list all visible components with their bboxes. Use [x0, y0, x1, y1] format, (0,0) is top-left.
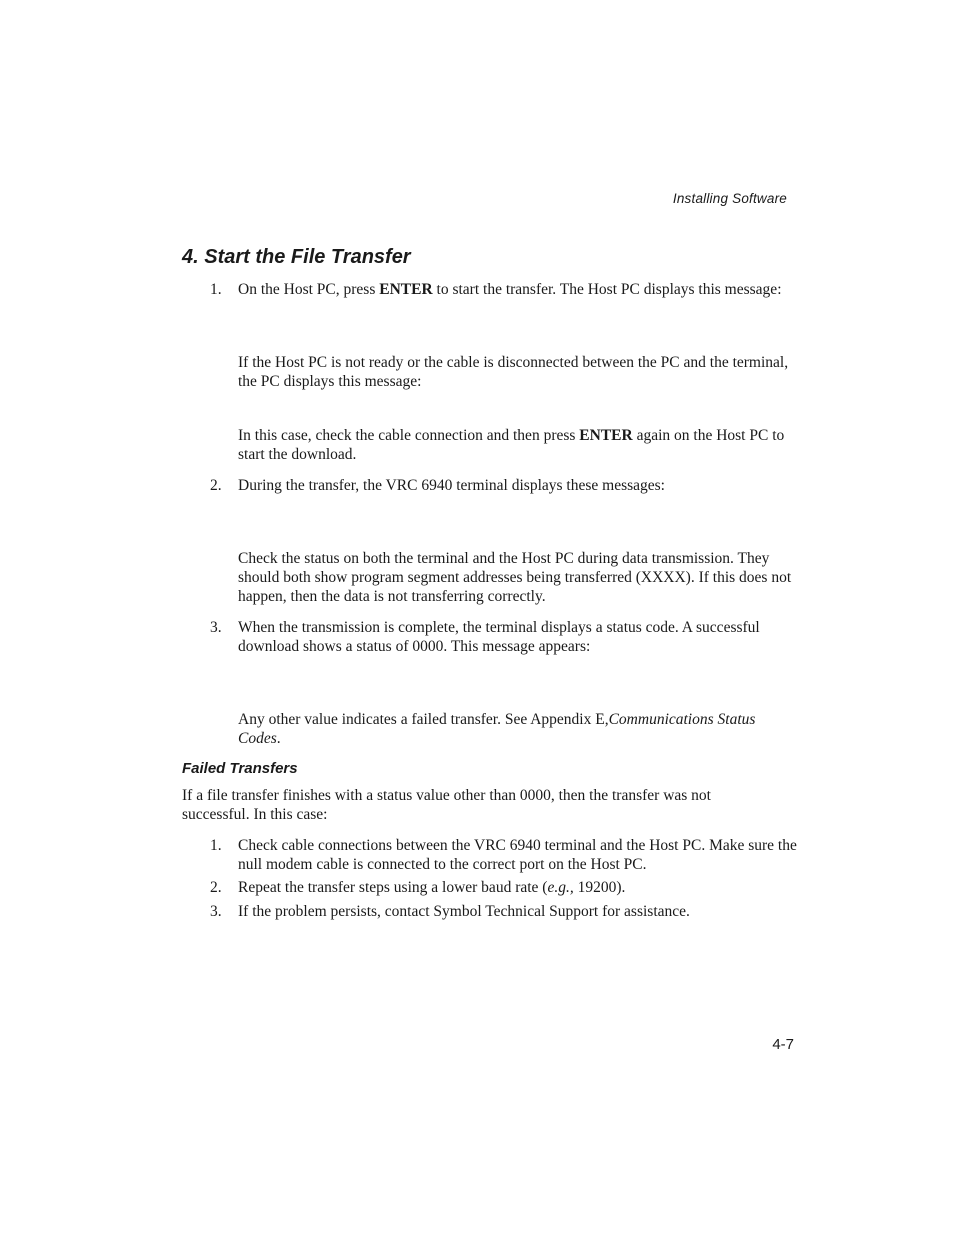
step-1-text-pre: On the Host PC, press	[238, 281, 380, 298]
enter-key-label: ENTER	[579, 427, 633, 444]
step-2-text: During the transfer, the VRC 6940 terminal displays these messages:	[238, 477, 665, 494]
list-number: 3.	[210, 903, 222, 920]
section-title: 4. Start the File Transfer	[182, 246, 411, 268]
step-number: 1.	[210, 281, 222, 298]
check-pre: In this case, check the cable connection and then press	[238, 427, 580, 444]
failed-transfers-heading: Failed Transfers	[182, 760, 298, 777]
failed-item-1: Check cable connections between the VRC 6940 terminal and the Host PC. Make sure the null modem cable is connected to the correct port on the Host PC.	[238, 837, 797, 873]
failed-item-3: If the problem persists, contact Symbol Technical Support for assistance.	[238, 903, 690, 920]
failed-intro: If a file transfer finishes with a status value other than 0000, then the transfer was not successful. In this case:	[182, 787, 711, 823]
appendix-title: Communications Status Codes	[238, 711, 756, 747]
check-post: again on the Host PC to start the download.	[238, 427, 785, 463]
list-number: 2.	[210, 879, 222, 896]
baud-post: 19200).	[573, 879, 626, 896]
baud-pre: Repeat the transfer steps using a lower baud rate (	[238, 879, 548, 896]
appendix-ref-post: .	[276, 730, 281, 747]
baud-example: e.g.,	[547, 879, 574, 896]
status-check-paragraph: Check the status on both the terminal and the Host PC during data transmission. They should both show program segment addresses being transferred (XXXX). If this does not happen, then the data is not transferring correctly.	[238, 550, 792, 605]
list-number: 1.	[210, 837, 222, 854]
check-connection-paragraph	[238, 426, 798, 464]
step-number: 3.	[210, 619, 222, 636]
appendix-ref-pre: Any other value indicates a failed transfer. See Appendix E,	[238, 711, 609, 728]
step-1-text-post: to start the transfer. The Host PC displays this message:	[432, 281, 782, 298]
failed-item-2	[238, 878, 798, 897]
enter-key-label: ENTER	[379, 281, 433, 298]
failed-value-paragraph	[238, 710, 798, 748]
running-header: Installing Software	[672, 191, 787, 206]
step-1-text	[238, 280, 798, 299]
not-ready-paragraph: If the Host PC is not ready or the cable is disconnected between the PC and the terminal, the PC displays this message:	[238, 354, 789, 390]
step-number: 2.	[210, 477, 222, 494]
page-number: 4-7	[772, 1036, 794, 1053]
step-3-text: When the transmission is complete, the terminal displays a status code. A successful download shows a status of 0000. This message appears:	[238, 619, 760, 655]
